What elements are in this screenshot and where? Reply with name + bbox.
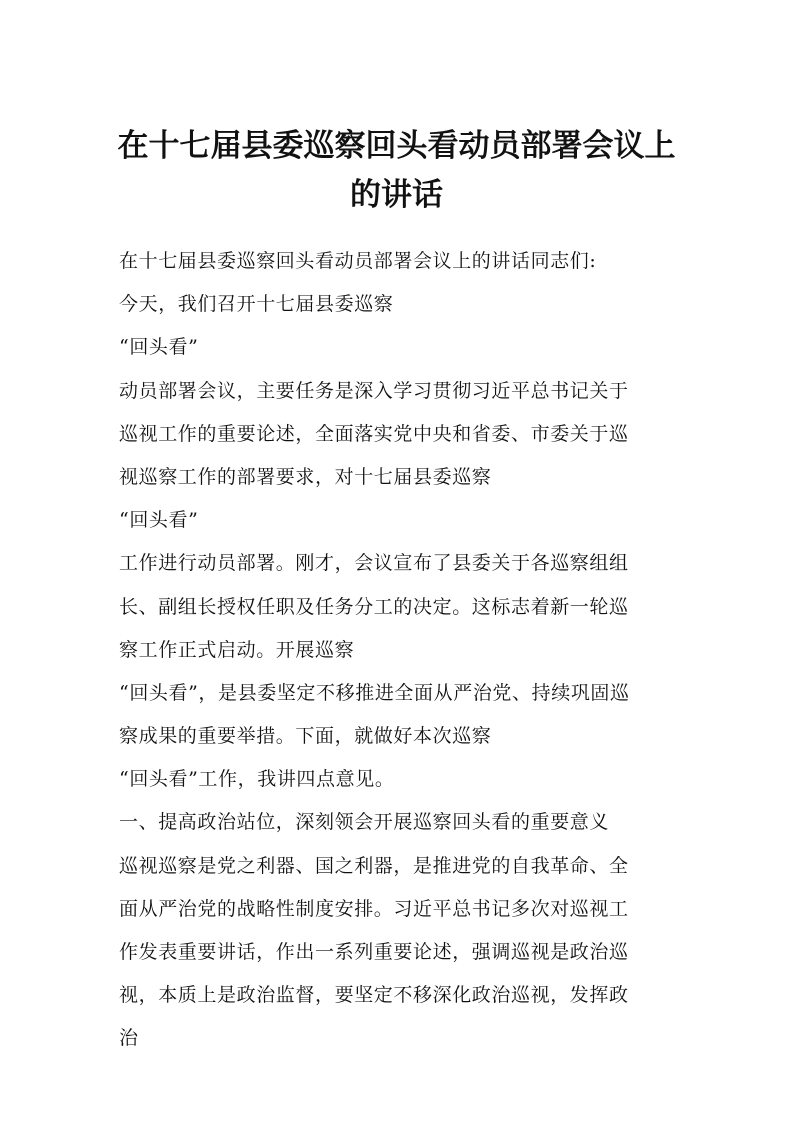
body-line-5: 巡视工作的重要论述，全面落实党中央和省委、市委关于巡 bbox=[119, 422, 629, 445]
body-line-17: 作发表重要讲话，作出一系列重要论述，强调巡视是政治巡 bbox=[119, 941, 629, 963]
body-line-19: 治 bbox=[119, 1027, 139, 1050]
body-line-15: 巡视巡察是党之利器、国之利器，是推进党的自我革命、全 bbox=[119, 854, 629, 877]
body-line-9: 长、副组长授权任职及任务分工的决定。这标志着新一轮巡 bbox=[119, 595, 629, 618]
body-line-12: 察成果的重要举措。下面，就做好本次巡察 bbox=[119, 725, 492, 748]
body-line-6: 视巡察工作的部署要求，对十七届县委巡察 bbox=[119, 465, 492, 488]
body-line-11: “回头看”，是县委坚定不移推进全面从严治党、持续巩固巡 bbox=[119, 681, 630, 704]
body-line-13: “回头看”工作，我讲四点意见。 bbox=[119, 768, 395, 791]
body-line-1: 在十七届县委巡察回头看动员部署会议上的讲话同志们: bbox=[119, 250, 597, 272]
body-line-7: “回头看” bbox=[119, 509, 199, 532]
document-title-line-2: 的讲话 bbox=[350, 177, 443, 213]
body-line-2: 今天，我们召开十七届县委巡察 bbox=[119, 293, 394, 316]
body-line-18: 视，本质上是政治监督，要坚定不移深化政治巡视，发挥政 bbox=[119, 984, 629, 1007]
body-line-10: 察工作正式启动。开展巡察 bbox=[119, 638, 355, 661]
section-heading-1: 一、提高政治站位，深刻领会开展巡察回头看的重要意义 bbox=[119, 811, 610, 834]
document-title-line-1: 在十七届县委巡察回头看动员部署会议上 bbox=[117, 128, 676, 164]
body-line-16: 面从严治党的战略性制度安排。习近平总书记多次对巡视工 bbox=[119, 897, 629, 920]
body-line-3: “回头看” bbox=[119, 336, 199, 359]
body-line-8: 工作进行动员部署。刚才，会议宣布了县委关于各巡察组组 bbox=[119, 552, 629, 575]
document-body bbox=[119, 240, 679, 1061]
body-line-4: 动员部署会议，主要任务是深入学习贯彻习近平总书记关于 bbox=[119, 379, 629, 402]
